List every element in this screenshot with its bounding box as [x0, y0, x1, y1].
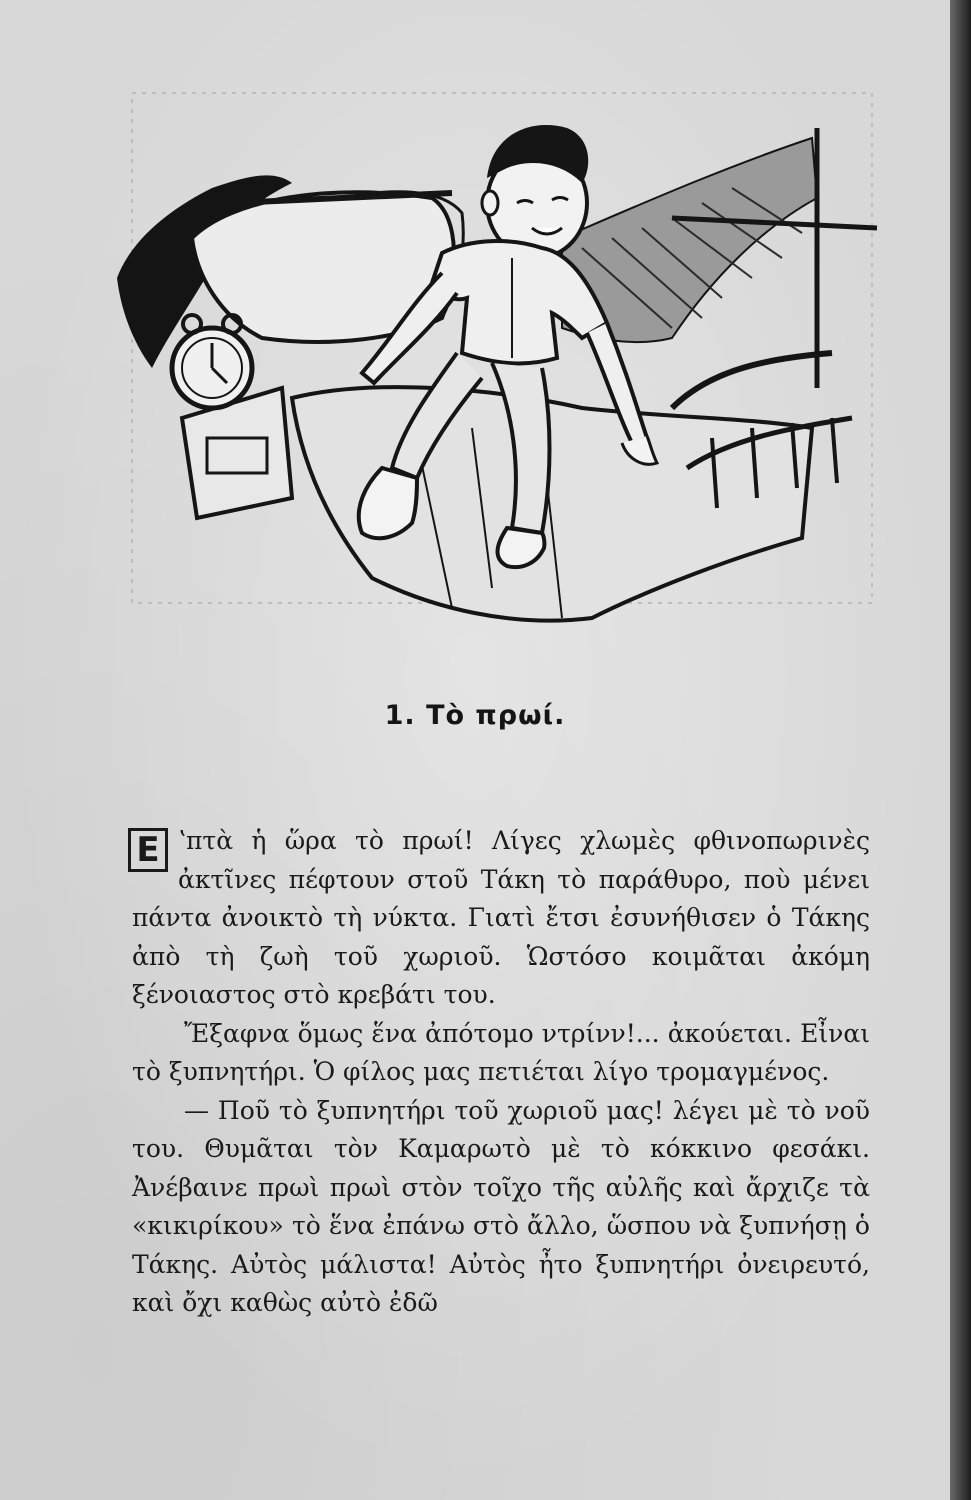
paragraph: Ἔξαφνα ὅμως ἕνα ἀπότομο ντρίνν!... ἀκούεται. Εἶναι τὸ ξυπνητήρι. Ὁ φίλος μας πετιέται λίγο τρομαγμένος. [132, 1018, 870, 1086]
paragraph [132, 822, 870, 1015]
illustration [112, 88, 882, 653]
chapter-text [132, 822, 870, 1323]
paragraph: — Ποῦ τὸ ξυπνητήρι τοῦ χωριοῦ μας! λέγει μὲ τὸ νοῦ του. Θυμᾶται τὸν Καμαρωτὸ μὲ τὸ κόκκινο φεσάκι. Ἀνέβαινε πρωὶ πρωὶ στὸν τοῖχο τῆς αὐλῆς καὶ ἄρχιζε τὰ «κικιρίκου» τὸ ἕνα ἐπάνω στὸ ἄλλο, ὥσπου νὰ ξυπνήσῃ ὁ Τάκης. Αὐτὸς μάλιστα! Αὐτὸς ἦτο ξυπνητήρι ὀνειρευτό, καὶ ὄχι καθὼς αὐτὸ ἐδῶ [132, 1095, 870, 1317]
drop-cap: Ε [128, 828, 168, 872]
chapter-title: 1. Τὸ πρωί. [384, 700, 566, 731]
paragraph-text: ʽπτὰ ἡ ὥρα τὸ πρωί! Λίγες χλωμὲς φθινοπωρινὲς ἀκτῖνες πέφτουν στοῦ Τάκη τὸ παράθυρο, ποὺ μένει πάντα ἀνοικτὸ τὴ νύκτα. Γιατὶ ἔτσι ἐσυνήθισεν ὁ Τάκης ἀπὸ τὴ ζωὴ τοῦ χωριοῦ. Ὡστόσο κοιμᾶται ἀκόμη ξένοιαστος στὸ κρεβάτι του. [132, 826, 870, 1009]
boy-on-bed-icon [112, 88, 882, 653]
page-edge [950, 0, 971, 1500]
